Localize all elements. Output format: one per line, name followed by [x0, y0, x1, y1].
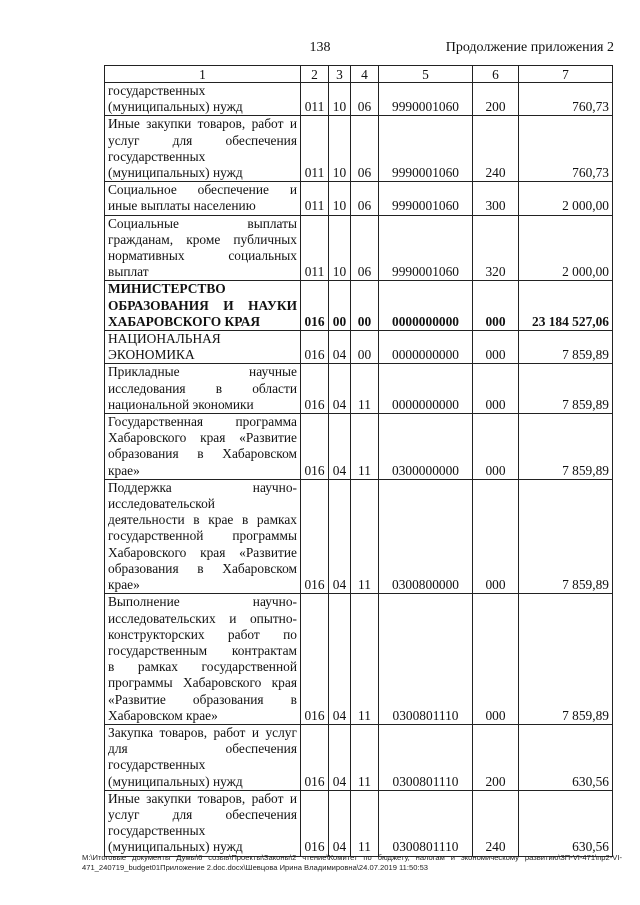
expense-type-code: 320	[473, 215, 519, 281]
description-line: Выполнение научно-	[108, 594, 297, 610]
section-code: 00	[329, 281, 351, 331]
expense-type-code: 000	[473, 479, 519, 593]
table-row	[105, 724, 613, 790]
description-line: государственной программы	[108, 528, 297, 544]
target-article-code: 9990001060	[379, 83, 473, 116]
amount: 7 859,89	[519, 414, 613, 480]
description-line: государственных	[108, 83, 206, 98]
description-line: Социальное обеспечение и	[108, 182, 297, 198]
description-line: национальной экономики	[108, 396, 254, 412]
amount: 23 184 527,06	[519, 281, 613, 331]
description-line: (муниципальных) нужд	[108, 773, 243, 789]
description-line: исследования в области	[108, 380, 297, 396]
description-line: услуг для обеспечения	[108, 806, 297, 822]
description-line: крае»	[108, 462, 140, 478]
subsection-code: 11	[351, 364, 379, 414]
description-line: иные выплаты населению	[108, 198, 256, 214]
target-article-code: 0300800000	[379, 479, 473, 593]
description-line: исследовательской	[108, 496, 215, 512]
description-line: ОБРАЗОВАНИЯ И НАУКИ	[108, 297, 297, 313]
ministry-code: 011	[301, 116, 329, 182]
amount: 2 000,00	[519, 215, 613, 281]
description-line: деятельности в крае в рамках	[108, 512, 297, 528]
column-header-2: 2	[301, 66, 329, 83]
amount: 7 859,89	[519, 364, 613, 414]
row-description	[105, 182, 301, 215]
row-description	[105, 364, 301, 414]
file-path-footer	[82, 853, 622, 873]
ministry-code: 016	[301, 331, 329, 364]
target-article-code: 0300801110	[379, 594, 473, 725]
table-row	[105, 479, 613, 593]
description-line: ЭКОНОМИКА	[108, 347, 195, 363]
row-description	[105, 83, 301, 116]
subsection-code: 06	[351, 116, 379, 182]
column-header-1: 1	[105, 66, 301, 83]
description-line: ХАБАРОВСКОГО КРАЯ	[108, 313, 261, 329]
table-row	[105, 182, 613, 215]
target-article-code: 0000000000	[379, 331, 473, 364]
ministry-code: 016	[301, 594, 329, 725]
column-header-3: 3	[329, 66, 351, 83]
description-line: услуг для обеспечения	[108, 132, 297, 148]
description-line: гражданам, кроме публичных	[108, 231, 297, 247]
appendix-continuation-label: Продолжение приложения 2	[445, 40, 614, 55]
row-description	[105, 215, 301, 281]
ministry-code: 016	[301, 790, 329, 856]
section-code: 10	[329, 215, 351, 281]
subsection-code: 11	[351, 594, 379, 725]
expense-type-code: 200	[473, 83, 519, 116]
row-description	[105, 594, 301, 725]
subsection-code: 11	[351, 790, 379, 856]
description-line: нормативных социальных	[108, 248, 297, 264]
section-code: 04	[329, 479, 351, 593]
column-header-7: 7	[519, 66, 613, 83]
expense-type-code: 000	[473, 281, 519, 331]
table-row	[105, 790, 613, 856]
target-article-code: 9990001060	[379, 182, 473, 215]
row-description	[105, 790, 301, 856]
ministry-code: 016	[301, 414, 329, 480]
target-article-code: 0000000000	[379, 281, 473, 331]
table-row	[105, 594, 613, 725]
footer-line: M:\Итоговые документы Думы\6 созыв\Проекты\Законы\2 чтение\Комитет по бюджету, налогам и экономическому развитию\3П-VI-471\пр2-VI-	[82, 853, 622, 862]
section-code: 04	[329, 331, 351, 364]
description-line: Хабаровском крае»	[108, 707, 218, 723]
row-description	[105, 479, 301, 593]
table-body	[105, 83, 613, 857]
table-row	[105, 83, 613, 116]
amount: 7 859,89	[519, 331, 613, 364]
description-line: «Развитие образования в	[108, 691, 297, 707]
subsection-code: 06	[351, 83, 379, 116]
section-code: 10	[329, 116, 351, 182]
row-description	[105, 331, 301, 364]
expense-type-code: 000	[473, 331, 519, 364]
table-row	[105, 364, 613, 414]
row-description	[105, 724, 301, 790]
description-line: выплат	[108, 264, 149, 280]
table-row	[105, 331, 613, 364]
description-line: (муниципальных) нужд	[108, 839, 243, 855]
target-article-code: 9990001060	[379, 215, 473, 281]
description-line: образования в Хабаровском	[108, 446, 297, 462]
description-line: образования в Хабаровском	[108, 560, 297, 576]
description-line: Хабаровского края «Развитие	[108, 544, 297, 560]
ministry-code: 016	[301, 479, 329, 593]
description-line: Закупка товаров, работ и услуг	[108, 724, 297, 740]
table-row	[105, 414, 613, 480]
amount: 630,56	[519, 790, 613, 856]
description-line: (муниципальных) нужд	[108, 165, 243, 181]
row-description	[105, 116, 301, 182]
page-number: 138	[309, 40, 331, 55]
subsection-code: 11	[351, 414, 379, 480]
ministry-code: 011	[301, 83, 329, 116]
row-description	[105, 281, 301, 331]
amount: 760,73	[519, 116, 613, 182]
description-line: государственных	[108, 757, 206, 773]
table-header-row	[105, 66, 613, 83]
description-line: государственных	[108, 148, 206, 164]
column-header-5: 5	[379, 66, 473, 83]
section-code: 04	[329, 594, 351, 725]
description-line: крае»	[108, 577, 140, 593]
expense-type-code: 000	[473, 414, 519, 480]
target-article-code: 0300801110	[379, 724, 473, 790]
expense-type-code: 300	[473, 182, 519, 215]
target-article-code: 0300801110	[379, 790, 473, 856]
table-row	[105, 215, 613, 281]
subsection-code: 06	[351, 215, 379, 281]
amount: 7 859,89	[519, 594, 613, 725]
subsection-code: 06	[351, 182, 379, 215]
section-code: 10	[329, 182, 351, 215]
ministry-code: 011	[301, 215, 329, 281]
column-header-4: 4	[351, 66, 379, 83]
subsection-code: 11	[351, 724, 379, 790]
subsection-code: 00	[351, 331, 379, 364]
description-line: Иные закупки товаров, работ и	[108, 116, 297, 132]
description-line: конструкторских работ по	[108, 626, 297, 642]
table-row	[105, 281, 613, 331]
target-article-code: 9990001060	[379, 116, 473, 182]
description-line: для обеспечения	[108, 741, 297, 757]
column-header-6: 6	[473, 66, 519, 83]
target-article-code: 0300000000	[379, 414, 473, 480]
ministry-code: 016	[301, 281, 329, 331]
amount: 2 000,00	[519, 182, 613, 215]
ministry-code: 011	[301, 182, 329, 215]
description-line: программы Хабаровского края	[108, 675, 297, 691]
expense-type-code: 200	[473, 724, 519, 790]
expense-type-code: 000	[473, 594, 519, 725]
row-description	[105, 414, 301, 480]
amount: 7 859,89	[519, 479, 613, 593]
expense-type-code: 000	[473, 364, 519, 414]
description-line: Социальные выплаты	[108, 215, 297, 231]
expense-type-code: 240	[473, 116, 519, 182]
section-code: 04	[329, 364, 351, 414]
amount: 630,56	[519, 724, 613, 790]
description-line: в рамках государственной	[108, 659, 297, 675]
description-line: Хабаровского края «Развитие	[108, 430, 297, 446]
description-line: МИНИСТЕРСТВО	[108, 281, 226, 297]
ministry-code: 016	[301, 364, 329, 414]
expense-type-code: 240	[473, 790, 519, 856]
subsection-code: 00	[351, 281, 379, 331]
description-line: государственных	[108, 823, 206, 839]
footer-line: 471_240719_budget01Приложение 2.doc.docx\Шевцова Ирина Владимировна\24.07.2019 11:50:53	[82, 863, 429, 872]
subsection-code: 11	[351, 479, 379, 593]
description-line: Иные закупки товаров, работ и	[108, 790, 297, 806]
budget-table	[104, 65, 613, 857]
description-line: НАЦИОНАЛЬНАЯ	[108, 331, 221, 347]
section-code: 04	[329, 724, 351, 790]
description-line: Поддержка научно-	[108, 479, 297, 495]
amount: 760,73	[519, 83, 613, 116]
ministry-code: 016	[301, 724, 329, 790]
description-line: государственным контрактам	[108, 642, 297, 658]
table-row	[105, 116, 613, 182]
section-code: 10	[329, 83, 351, 116]
description-line: (муниципальных) нужд	[108, 99, 243, 115]
section-code: 04	[329, 790, 351, 856]
target-article-code: 0000000000	[379, 364, 473, 414]
description-line: Прикладные научные	[108, 364, 297, 380]
description-line: исследовательских и опытно-	[108, 610, 297, 626]
section-code: 04	[329, 414, 351, 480]
description-line: Государственная программа	[108, 414, 297, 430]
